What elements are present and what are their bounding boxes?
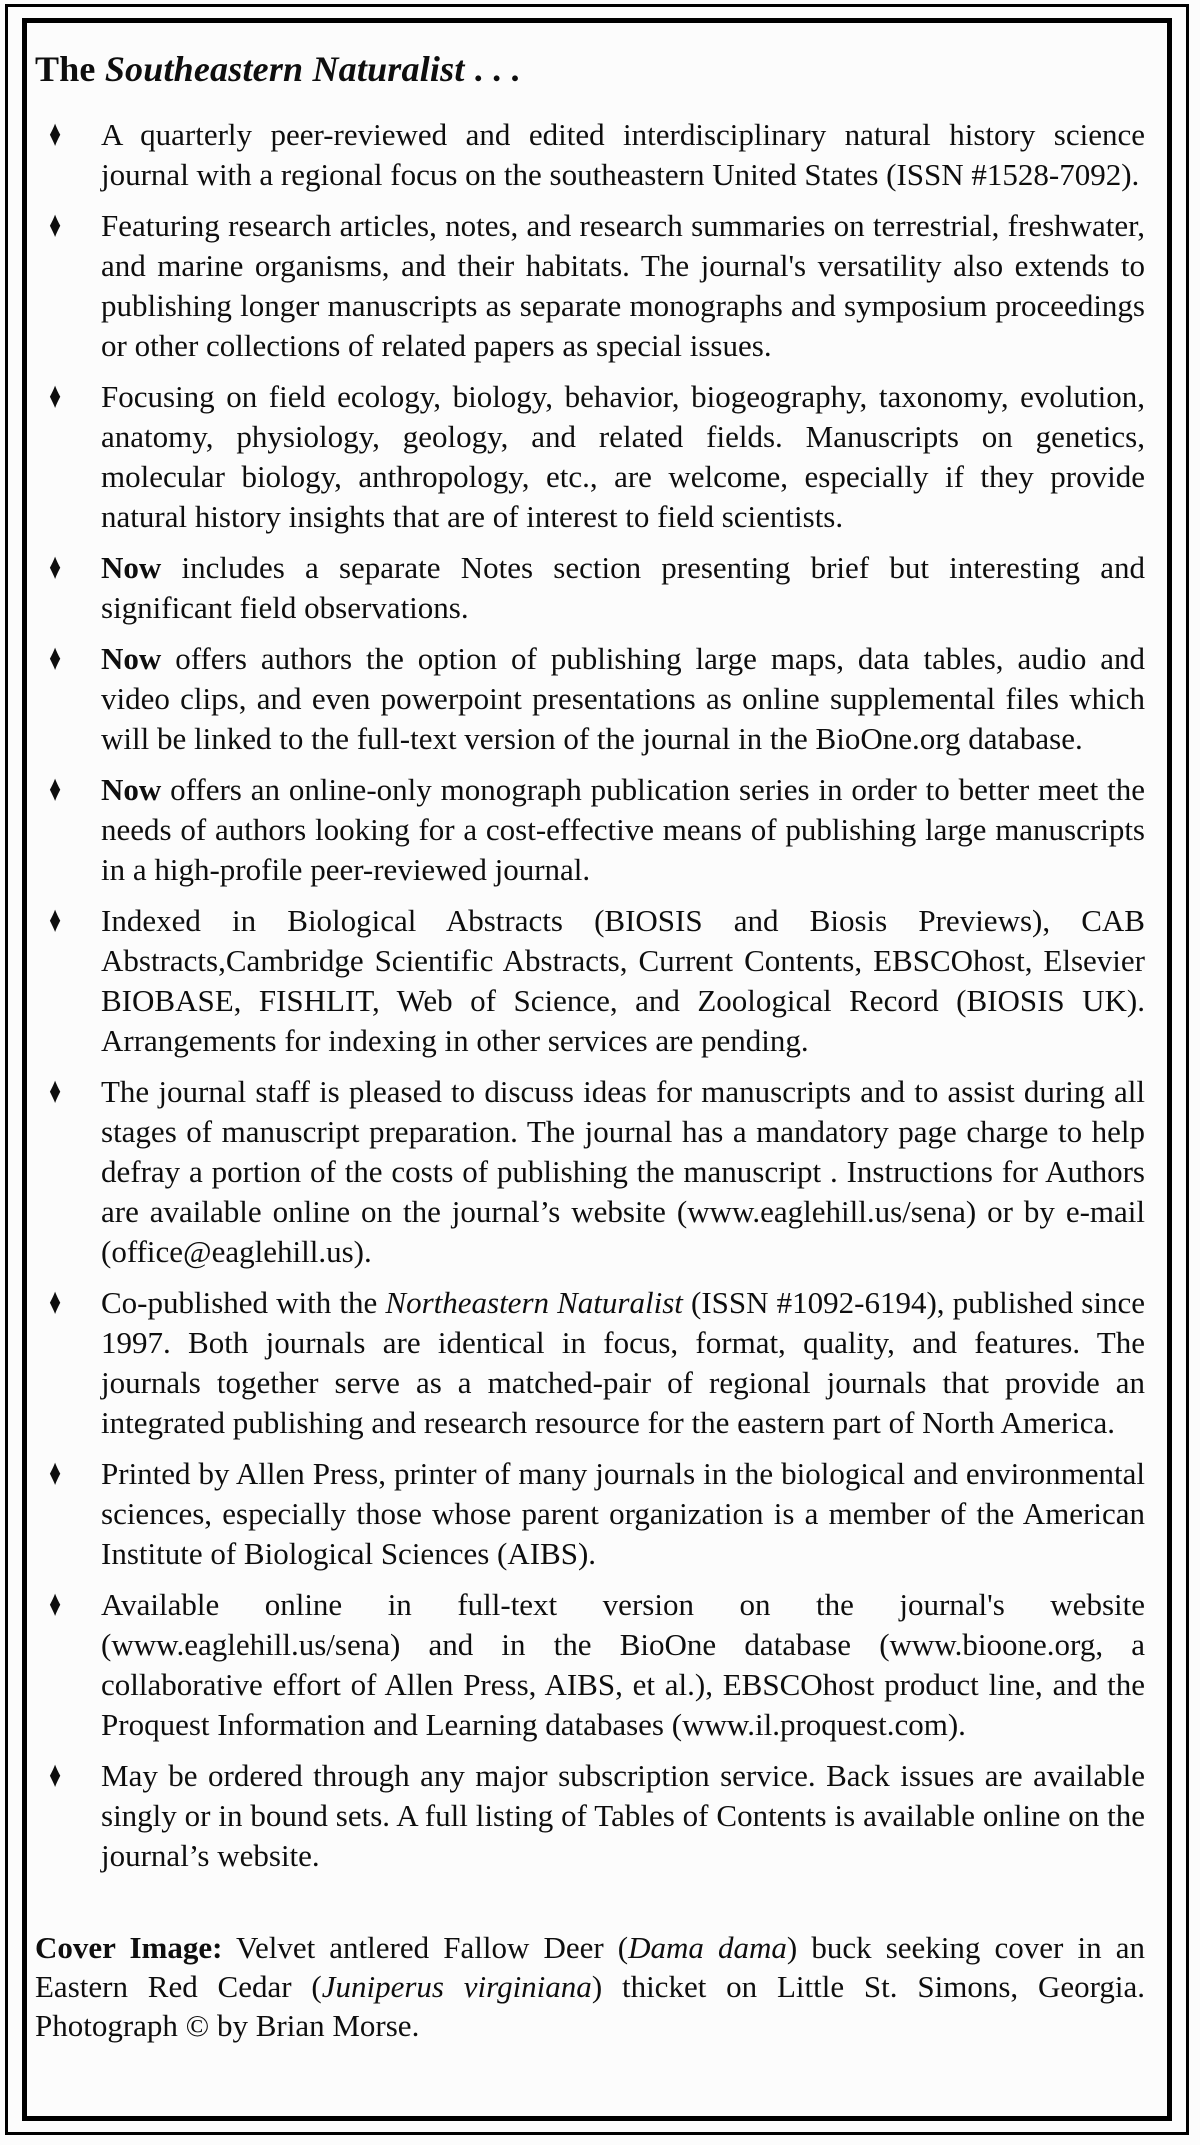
bullet-text (101, 770, 1145, 890)
text-segment: Dama dama (628, 1930, 787, 1966)
text-segment: (ISSN #1092-6194), published since 1997. Both journals are identical in focus, format, quality, and features. The journals together serve as a matched-pair of regional journals that provide an integrated publishing and research resource for the eastern part of North America. (101, 1285, 1145, 1441)
bullet-text (101, 901, 1145, 1061)
text-segment: The (35, 49, 105, 89)
bullet-text (101, 1585, 1145, 1745)
text-segment: May be ordered through any major subscription service. Back issues are available singly or in bound sets. A full listing of Tables of Contents is available online on the journal’s website. (101, 1758, 1145, 1874)
diamond-bullet-icon: ♦ (49, 547, 62, 588)
outer-border (5, 4, 1189, 2135)
bullet-text (101, 639, 1145, 759)
text-segment: Now (101, 772, 162, 808)
text-segment: ) thicket on Little St. Simons, Georgia. Photograph © by Brian Morse. (35, 1969, 1145, 2044)
bullet-item (35, 1756, 1145, 1876)
text-segment: offers an online-only monograph publication series in order to better meet the needs of authors looking for a cost-effective means of publishing large manuscripts in a high-profile peer-reviewed journal. (101, 772, 1145, 888)
diamond-bullet-icon: ♦ (49, 769, 62, 810)
diamond-bullet-icon: ♦ (49, 638, 62, 679)
bullet-text (101, 115, 1145, 195)
bullet-item (35, 206, 1145, 366)
text-segment: Co-published with the (101, 1285, 386, 1321)
bullet-item (35, 1283, 1145, 1443)
bullet-text (101, 377, 1145, 537)
bullet-item (35, 901, 1145, 1061)
text-segment: A quarterly peer-reviewed and edited interdisciplinary natural history science journal with a regional focus on the southeastern United States (ISSN #1528-7092). (101, 117, 1145, 193)
diamond-bullet-icon: ♦ (49, 1755, 62, 1796)
bullet-item (35, 548, 1145, 628)
bullet-item (35, 770, 1145, 890)
diamond-bullet-icon: ♦ (49, 1282, 62, 1323)
diamond-bullet-icon: ♦ (49, 1584, 62, 1625)
cover-image-caption (35, 1928, 1145, 2045)
diamond-bullet-icon: ♦ (49, 205, 62, 246)
text-segment: . . . (464, 49, 520, 89)
diamond-bullet-icon: ♦ (49, 376, 62, 417)
text-segment: Featuring research articles, notes, and research summaries on terrestrial, freshwater, and marine organisms, and their habitats. The journal's versatility also extends to publishing longer manuscripts as separate monographs and symposium proceedings or other collections of related papers as special issues. (101, 208, 1145, 364)
diamond-bullet-icon: ♦ (49, 1453, 62, 1494)
text-segment: ) buck seeking cover in an Eastern Red Cedar ( (35, 1930, 1145, 2005)
inner-border (22, 18, 1172, 2121)
bullet-text (101, 206, 1145, 366)
text-segment: includes a separate Notes section presenting brief but interesting and significant field observations. (101, 550, 1145, 626)
text-segment: offers authors the option of publishing large maps, data tables, audio and video clips, and even powerpoint presentations as online supplemental files which will be linked to the full-text version of the journal in the BioOne.org database. (101, 641, 1145, 757)
bullet-item (35, 639, 1145, 759)
text-segment: Now (101, 550, 162, 586)
bullet-item (35, 1072, 1145, 1272)
text-segment: Available online in full-text version on the journal's website (www.eaglehill.us/sena) and in the BioOne database (www.bioone.org, a collaborative effort of Allen Press, AIBS, et al.), EBSCOhost product line, and the Proquest Information and Learning databases (www.il.proquest.com). (101, 1587, 1145, 1743)
bullet-text (101, 1756, 1145, 1876)
bullet-list (35, 115, 1145, 1876)
bullet-item (35, 1585, 1145, 1745)
bullet-text (101, 1072, 1145, 1272)
text-segment: Juniperus virginiana (321, 1969, 592, 2005)
bullet-text (101, 1454, 1145, 1574)
page-title (35, 48, 1145, 90)
bullet-item (35, 115, 1145, 195)
diamond-bullet-icon: ♦ (49, 900, 62, 941)
text-segment: Velvet antlered Fallow Deer ( (222, 1930, 629, 1966)
bullet-item (35, 1454, 1145, 1574)
text-segment: Cover Image: (35, 1930, 223, 1966)
text-segment: Southeastern Naturalist (104, 49, 465, 89)
diamond-bullet-icon: ♦ (49, 114, 62, 155)
bullet-text (101, 1283, 1145, 1443)
text-segment: Printed by Allen Press, printer of many journals in the biological and environmental sciences, especially those whose parent organization is a member of the American Institute of Biological Sciences (AIBS). (101, 1456, 1145, 1572)
bullet-text (101, 548, 1145, 628)
text-segment: The journal staff is pleased to discuss ideas for manuscripts and to assist during all stages of manuscript preparation. The journal has a mandatory page charge to help defray a portion of the costs of publishing the manuscript . Instructions for Authors are available online on the journal’s website (www.eaglehill.us/sena) or by e-mail (office@eaglehill.us). (101, 1074, 1145, 1270)
diamond-bullet-icon: ♦ (49, 1071, 62, 1112)
text-segment: Focusing on field ecology, biology, behavior, biogeography, taxonomy, evolution, anatomy, physiology, geology, and related fields. Manuscripts on genetics, molecular biology, anthropology, etc., are welcome, especially if they provide natural history insights that are of interest to field scientists. (101, 379, 1145, 535)
bullet-item (35, 377, 1145, 537)
text-segment: Now (101, 641, 162, 677)
text-segment: Indexed in Biological Abstracts (BIOSIS and Biosis Previews), CAB Abstracts,Cambridge Scientific Abstracts, Current Contents, EBSCOhost, Elsevier BIOBASE, FISHLIT, Web of Science, and Zoological Record (BIOSIS UK). Arrangements for indexing in other services are pending. (101, 903, 1145, 1059)
text-segment: Northeastern Naturalist (385, 1285, 683, 1321)
